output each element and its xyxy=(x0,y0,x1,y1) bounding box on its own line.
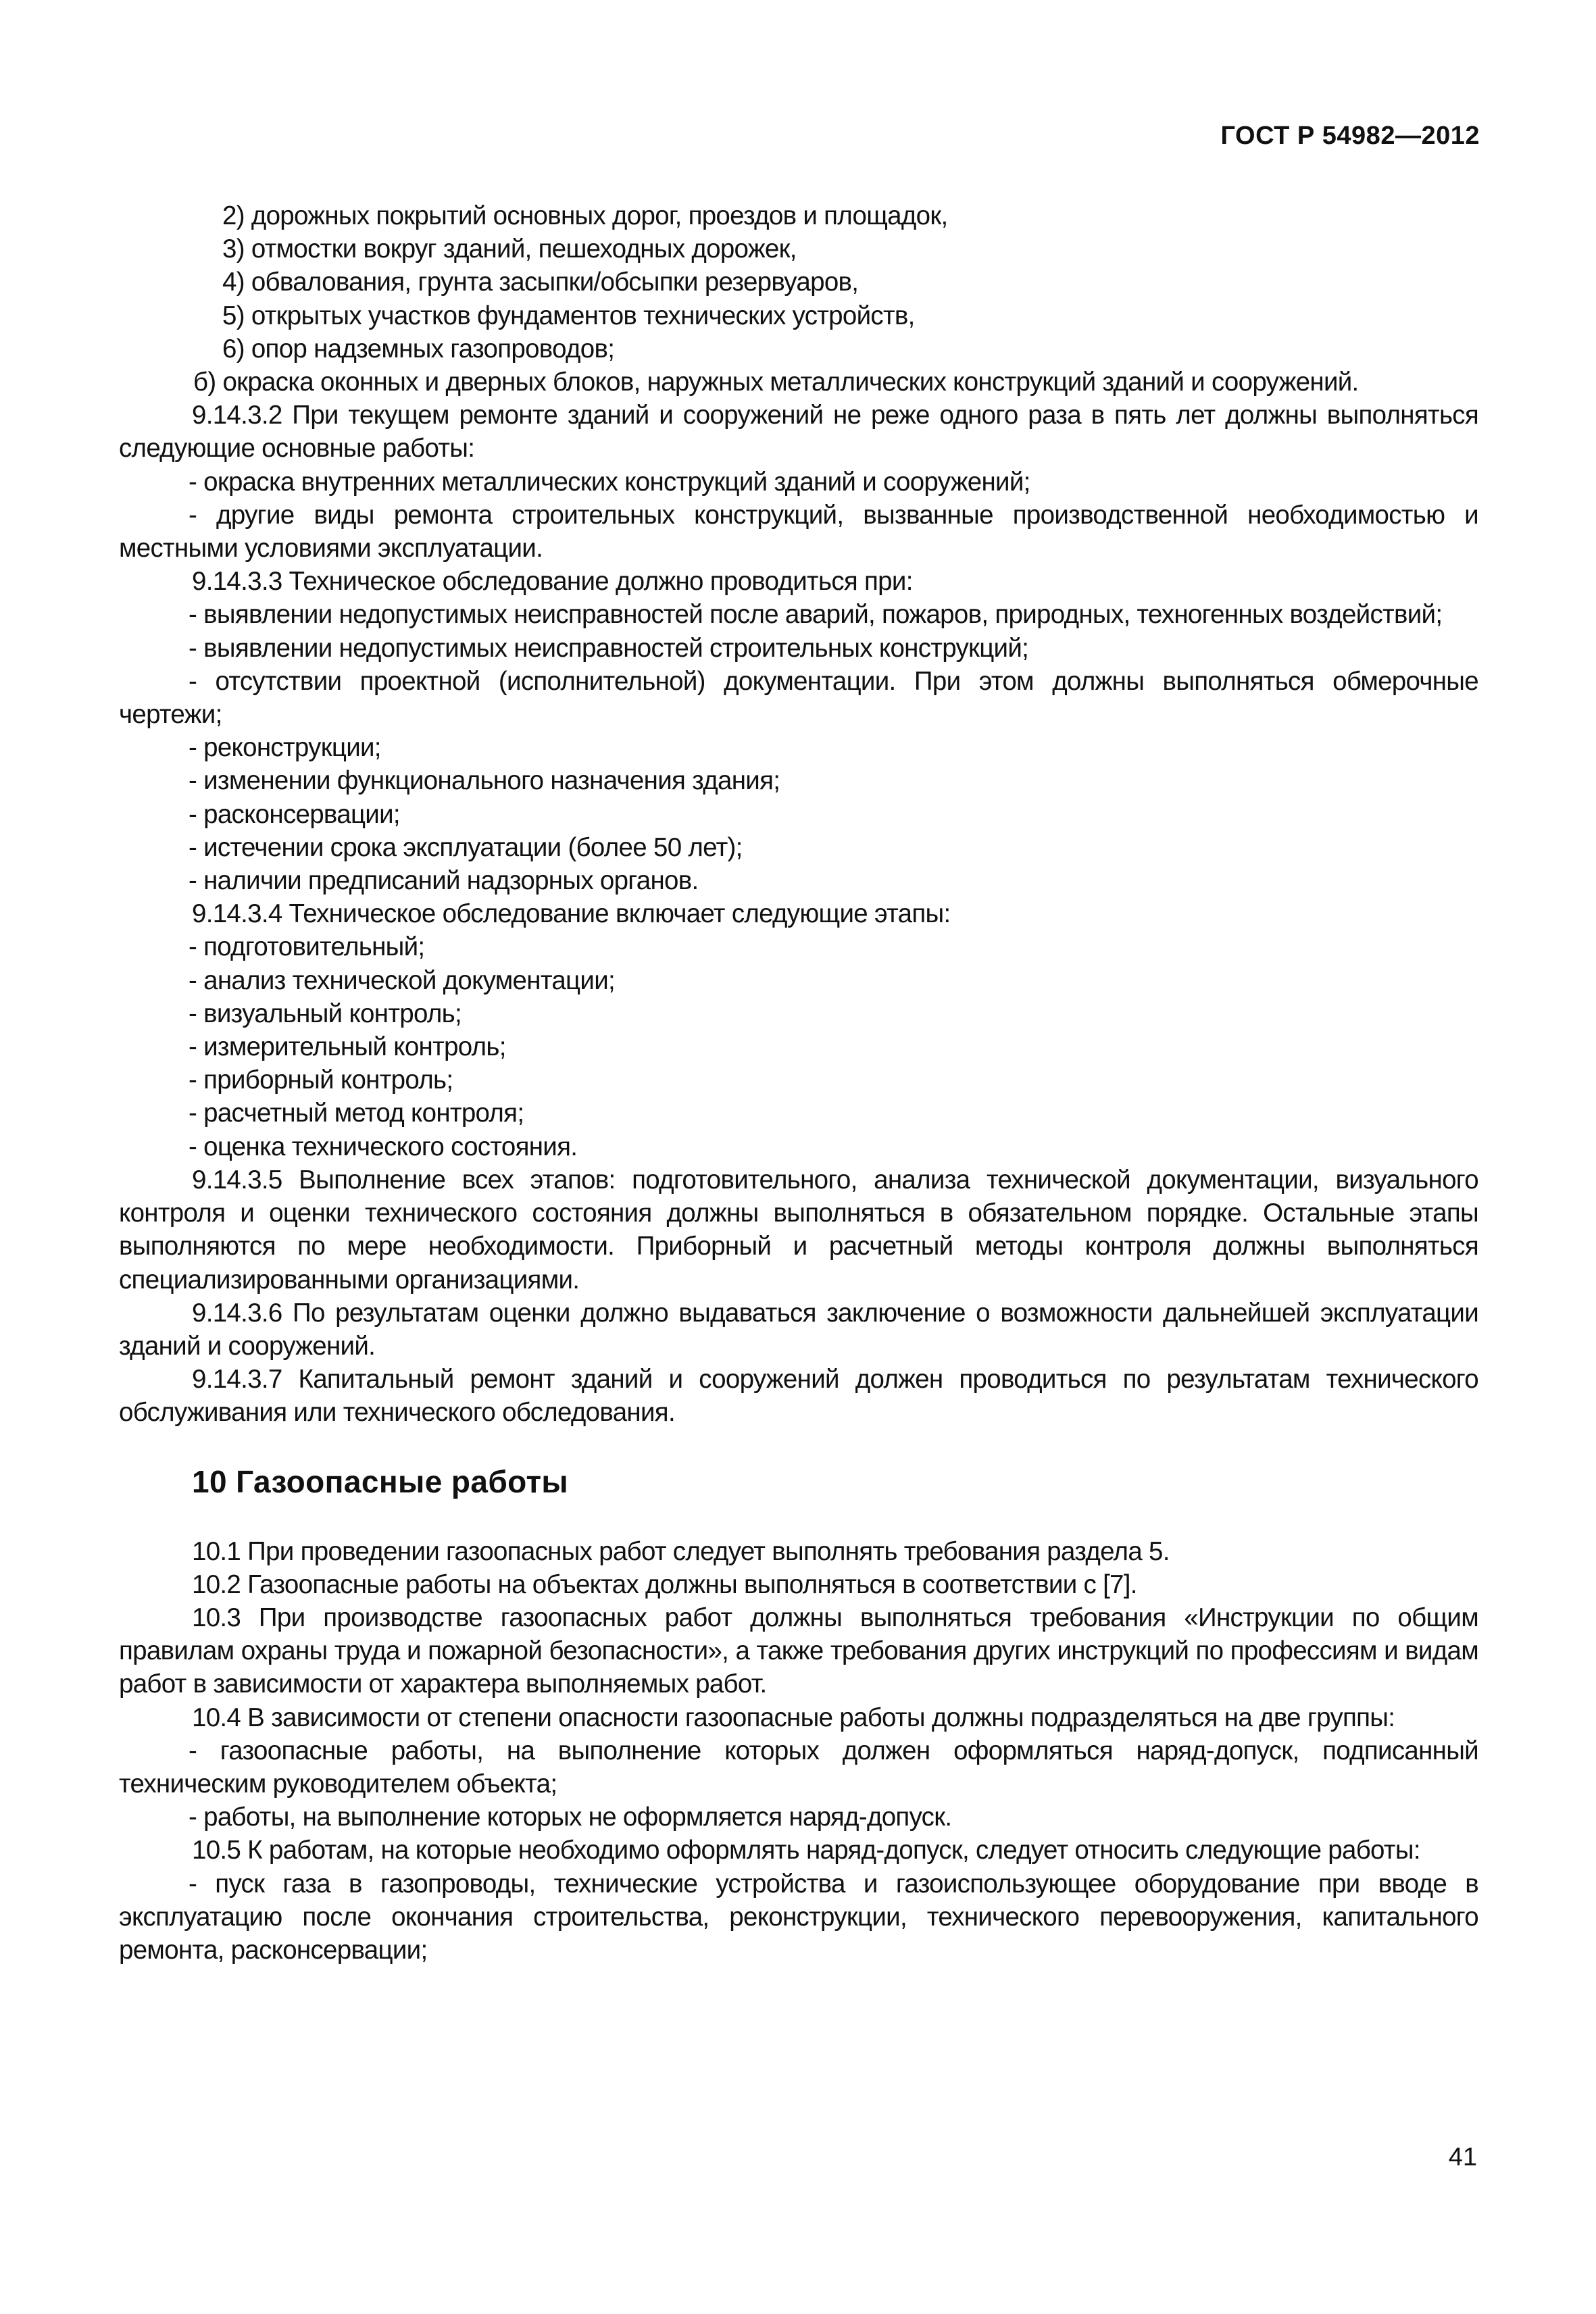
document-header: ГОСТ Р 54982—2012 xyxy=(1220,122,1480,150)
paragraph: 10.3 При производстве газоопасных работ должны выполняться требования «Инструкции по общим правилам охраны труда и пожарной безопасности», а также требования других инструкций по профессиям и видам работ в зависимости от характера выполняемых работ. xyxy=(119,1603,1478,1699)
paragraph: 3) отмостки вокруг зданий, пешеходных дорожек, xyxy=(222,234,797,264)
paragraph: - газоопасные работы, на выполнение которых должен оформляться наряд-допуск, подписанный техническим руководителем объекта; xyxy=(119,1736,1478,1799)
paragraph: б) окраска оконных и дверных блоков, наружных металлических конструкций зданий и сооружений. xyxy=(193,368,1359,397)
paragraph: 9.14.3.2 При текущем ремонте зданий и сооружений не реже одного раза в пять лет должны выполняться следующие основные работы: xyxy=(119,401,1478,463)
paragraph: - реконструкции; xyxy=(189,733,381,763)
paragraph: - выявлении недопустимых неисправностей после аварий, пожаров, природных, техногенных воздействий; xyxy=(189,600,1443,630)
paragraph: - другие виды ремонта строительных конструкций, вызванные производственной необходимостью и местными условиями эксплуатации. xyxy=(119,500,1478,563)
paragraph: 9.14.3.4 Техническое обследование включает следующие этапы: xyxy=(192,899,951,929)
paragraph: - наличии предписаний надзорных органов. xyxy=(189,866,699,896)
paragraph: 9.14.3.7 Капитальный ремонт зданий и сооружений должен проводиться по результатам технического обслуживания или технического обследования. xyxy=(119,1365,1478,1428)
paragraph: - пуск газа в газопроводы, технические устройства и газоиспользующее оборудование при вводе в эксплуатацию после окончания строительства, реконструкции, технического перевооружения, капитального ремонта, расконсервации; xyxy=(119,1869,1478,1965)
page-number: 41 xyxy=(1448,2143,1477,2171)
paragraph: 10.2 Газоопасные работы на объектах должны выполняться в соответствии с [7]. xyxy=(192,1569,1137,1599)
paragraph: - истечении срока эксплуатации (более 50 лет); xyxy=(189,832,743,862)
paragraph: - визуальный контроль; xyxy=(189,999,462,1028)
paragraph: - отсутствии проектной (исполнительной) документации. При этом должны выполняться обмерочные чертежи; xyxy=(119,666,1478,730)
paragraph: - изменении функционального назначения здания; xyxy=(189,766,780,796)
paragraph: 9.14.3.3 Техническое обследование должно проводиться при: xyxy=(192,567,913,597)
section-title: 10 Газоопасные работы xyxy=(192,1463,569,1499)
paragraph: 10.5 К работам, на которые необходимо оформлять наряд-допуск, следует относить следующие работы: xyxy=(192,1836,1420,1865)
paragraph: - измерительный контроль; xyxy=(189,1032,506,1062)
document-body xyxy=(119,199,1478,1967)
paragraph: - окраска внутренних металлических конструкций зданий и сооружений; xyxy=(189,467,1030,497)
paragraph: - расчетный метод контроля; xyxy=(189,1099,524,1128)
paragraph: 9.14.3.5 Выполнение всех этапов: подготовительного, анализа технической документации, визуального контроля и оценки технического состояния должны выполняться в обязательном порядке. Остальные этапы выполняются по мере необходимости. Приборный и расчетный методы контроля должны выполняться специализированными организациями. xyxy=(119,1165,1478,1294)
paragraph: 9.14.3.6 По результатам оценки должно выдаваться заключение о возможности дальнейшей эксплуатации зданий и сооружений. xyxy=(119,1298,1478,1361)
paragraph: - выявлении недопустимых неисправностей строительных конструкций; xyxy=(189,633,1029,663)
paragraph: - оценка технического состояния. xyxy=(189,1132,578,1161)
paragraph: - подготовительный; xyxy=(189,932,425,962)
paragraph: 4) обвалования, грунта засыпки/обсыпки резервуаров, xyxy=(222,268,859,297)
paragraph: 6) опор надземных газопроводов; xyxy=(222,334,615,363)
paragraph: 5) открытых участков фундаментов технических устройств, xyxy=(222,301,915,330)
paragraph: - анализ технической документации; xyxy=(189,965,616,995)
paragraph: 2) дорожных покрытий основных дорог, проездов и площадок, xyxy=(222,201,948,230)
paragraph: 10.1 При проведении газоопасных работ следует выполнять требования раздела 5. xyxy=(192,1536,1170,1566)
paragraph: - работы, на выполнение которых не оформляется наряд-допуск. xyxy=(189,1803,952,1832)
paragraph: - расконсервации; xyxy=(189,799,400,829)
paragraph: - приборный контроль; xyxy=(189,1065,453,1095)
paragraph: 10.4 В зависимости от степени опасности газоопасные работы должны подразделяться на две группы: xyxy=(192,1703,1395,1732)
